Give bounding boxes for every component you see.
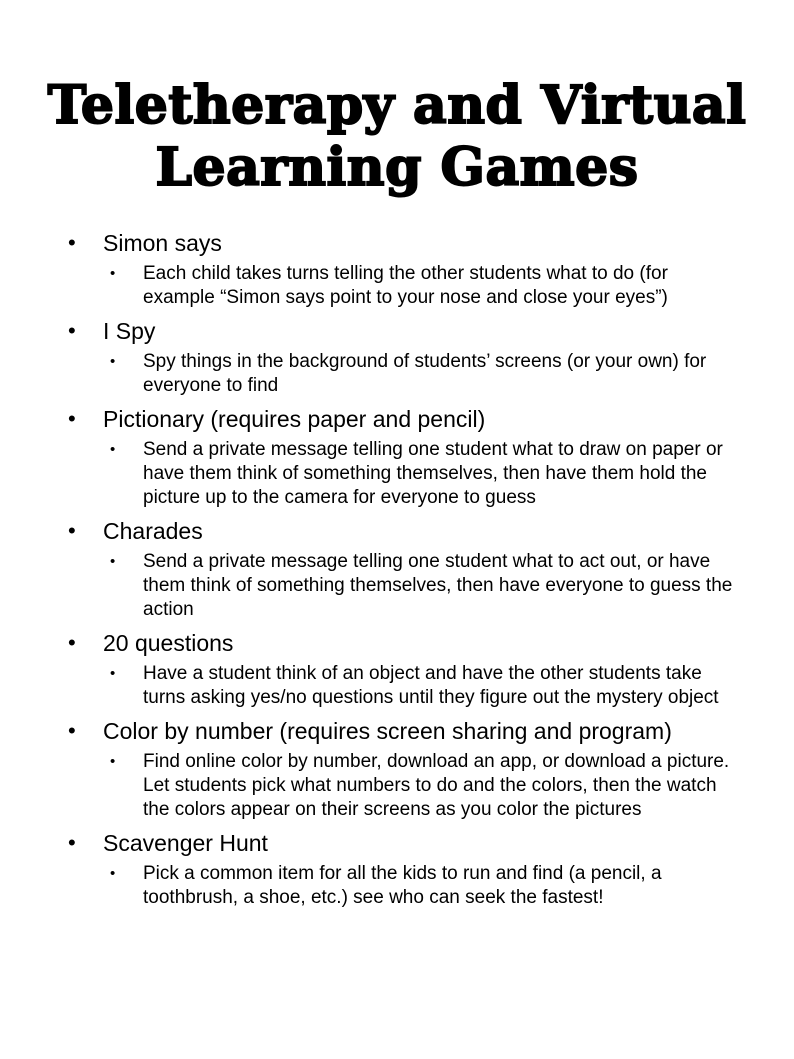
bullet-icon: •: [68, 230, 76, 255]
sub-bullet-icon: •: [110, 753, 116, 770]
game-item-i-spy: [0, 316, 794, 398]
game-heading: [0, 516, 794, 546]
game-item-simon-says: [0, 228, 794, 310]
game-heading: [0, 316, 794, 346]
game-detail-text: Send a private message telling one student what to act out, or have them think of something themselves, then have everyone to guess the action: [143, 551, 733, 620]
bullet-icon: •: [68, 630, 76, 655]
bullet-icon: •: [68, 518, 76, 543]
game-detail-text: Each child takes turns telling the other students what to do (for example “Simon says point to your nose and close your eyes”): [143, 263, 668, 308]
game-item-color-by-number: [0, 716, 794, 822]
game-heading-text: Color by number (requires screen sharing and program): [103, 718, 672, 744]
game-heading-text: I Spy: [103, 318, 156, 344]
sub-bullet-icon: •: [110, 441, 116, 458]
game-item-20-questions: [0, 628, 794, 710]
sub-bullet-icon: •: [110, 865, 116, 882]
game-detail-text: Spy things in the background of students’ screens (or your own) for everyone to find: [143, 351, 707, 396]
game-detail-text: Find online color by number, download an app, or download a picture. Let students pick what numbers to do and the colors, then the watch the colors appear on their screens as you color the pictures: [143, 751, 730, 820]
game-item-pictionary: [0, 404, 794, 510]
game-detail-text: Send a private message telling one student what to draw on paper or have them think of something themselves, then have them hold the picture up to the camera for everyone to guess: [143, 439, 723, 508]
game-detail: [0, 862, 794, 910]
bullet-icon: •: [68, 718, 76, 743]
game-detail: [0, 550, 794, 622]
game-detail: [0, 262, 794, 310]
game-detail: [0, 750, 794, 822]
bullet-icon: •: [68, 830, 76, 855]
game-heading-text: Simon says: [103, 230, 222, 256]
game-detail: [0, 662, 794, 710]
game-detail: [0, 350, 794, 398]
page-title-line-1: Teletherapy and Virtual: [47, 74, 747, 136]
game-heading: [0, 828, 794, 858]
sub-bullet-icon: •: [110, 265, 116, 282]
bullet-icon: •: [68, 318, 76, 343]
game-heading: [0, 628, 794, 658]
game-detail-text: Have a student think of an object and have the other students take turns asking yes/no questions until they figure out the mystery object: [143, 663, 719, 708]
game-heading-text: Scavenger Hunt: [103, 830, 268, 856]
page-title: [0, 75, 794, 199]
game-heading: [0, 404, 794, 434]
game-heading: [0, 716, 794, 746]
game-heading-text: Pictionary (requires paper and pencil): [103, 406, 486, 432]
games-list: [0, 228, 794, 916]
sub-bullet-icon: •: [110, 353, 116, 370]
sub-bullet-icon: •: [110, 665, 116, 682]
game-detail-text: Pick a common item for all the kids to run and find (a pencil, a toothbrush, a shoe, etc.) see who can seek the fastest!: [143, 863, 662, 908]
page-title-line-2: Learning Games: [155, 136, 639, 198]
game-heading-text: Charades: [103, 518, 203, 544]
sub-bullet-icon: •: [110, 553, 116, 570]
game-detail: [0, 438, 794, 510]
game-heading-text: 20 questions: [103, 630, 234, 656]
bullet-icon: •: [68, 406, 76, 431]
game-item-scavenger-hunt: [0, 828, 794, 910]
game-item-charades: [0, 516, 794, 622]
game-heading: [0, 228, 794, 258]
